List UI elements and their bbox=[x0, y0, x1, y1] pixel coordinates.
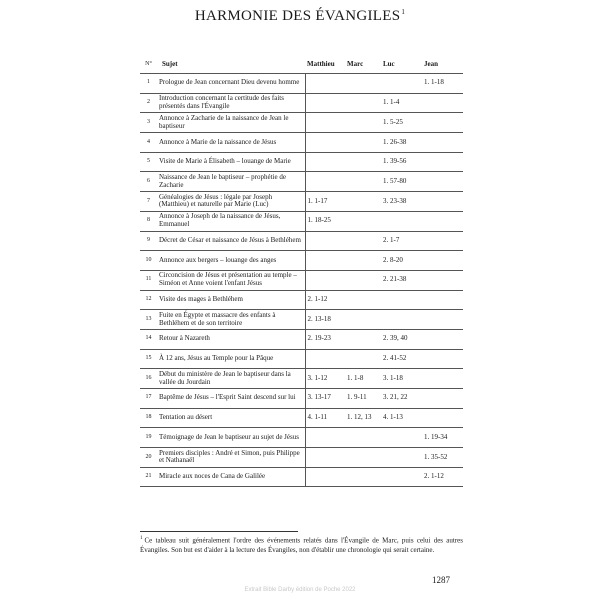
row-matthieu-ref bbox=[305, 270, 345, 290]
row-number: 14 bbox=[140, 329, 157, 349]
row-number: 8 bbox=[140, 211, 157, 231]
title-text: HARMONIE DES ÉVANGILES bbox=[194, 8, 401, 24]
header-jean: Jean bbox=[422, 57, 463, 74]
row-jean-ref: 2. 1-12 bbox=[422, 467, 463, 487]
row-jean-ref bbox=[422, 270, 463, 290]
row-marc-ref bbox=[345, 152, 381, 172]
row-number: 19 bbox=[140, 428, 157, 448]
row-number: 20 bbox=[140, 448, 157, 468]
row-marc-ref bbox=[345, 310, 381, 330]
row-subject: À 12 ans, Jésus au Temple pour la Pâque bbox=[157, 349, 305, 369]
row-marc-ref bbox=[345, 448, 381, 468]
row-jean-ref bbox=[422, 172, 463, 192]
row-subject: Témoignage de Jean le baptiseur au sujet de Jésus bbox=[157, 428, 305, 448]
row-marc-ref bbox=[345, 74, 381, 94]
table-body bbox=[140, 74, 463, 487]
row-luc-ref bbox=[381, 211, 422, 231]
table-header-row bbox=[140, 57, 463, 74]
table-row bbox=[140, 93, 463, 113]
row-jean-ref: 1. 19-34 bbox=[422, 428, 463, 448]
row-subject: Décret de César et naissance de Jésus à Bethléhem bbox=[157, 231, 305, 251]
row-jean-ref bbox=[422, 192, 463, 212]
row-number: 7 bbox=[140, 192, 157, 212]
row-luc-ref: 2. 39, 40 bbox=[381, 329, 422, 349]
table-row bbox=[140, 113, 463, 133]
table-row bbox=[140, 369, 463, 389]
row-matthieu-ref bbox=[305, 133, 345, 153]
row-jean-ref bbox=[422, 93, 463, 113]
row-luc-ref: 1. 5-25 bbox=[381, 113, 422, 133]
table-row bbox=[140, 133, 463, 153]
row-subject: Baptême de Jésus – l'Esprit Saint descend sur lui bbox=[157, 389, 305, 409]
row-luc-ref: 3. 23-38 bbox=[381, 192, 422, 212]
table-row bbox=[140, 231, 463, 251]
row-marc-ref: 1. 12, 13 bbox=[345, 408, 381, 428]
row-matthieu-ref: 3. 13-17 bbox=[305, 389, 345, 409]
row-matthieu-ref bbox=[305, 349, 345, 369]
row-number: 12 bbox=[140, 290, 157, 310]
row-matthieu-ref bbox=[305, 172, 345, 192]
row-subject: Début du ministère de Jean le baptiseur dans la vallée du Jourdain bbox=[157, 369, 305, 389]
row-jean-ref bbox=[422, 251, 463, 271]
row-jean-ref: 1. 35-52 bbox=[422, 448, 463, 468]
table-row bbox=[140, 211, 463, 231]
header-luc: Luc bbox=[381, 57, 422, 74]
table-row bbox=[140, 270, 463, 290]
row-jean-ref bbox=[422, 113, 463, 133]
row-marc-ref bbox=[345, 251, 381, 271]
row-matthieu-ref: 2. 1-12 bbox=[305, 290, 345, 310]
table-row bbox=[140, 467, 463, 487]
row-matthieu-ref bbox=[305, 448, 345, 468]
row-subject: Généalogies de Jésus : légale par Joseph (Matthieu) et naturelle par Marie (Luc) bbox=[157, 192, 305, 212]
row-subject: Annonce à Joseph de la naissance de Jésus, Emmanuel bbox=[157, 211, 305, 231]
row-luc-ref: 1. 39-56 bbox=[381, 152, 422, 172]
row-number: 18 bbox=[140, 408, 157, 428]
row-subject: Fuite en Égypte et massacre des enfants à Bethléhem et de son territoire bbox=[157, 310, 305, 330]
row-subject: Naissance de Jean le baptiseur – prophétie de Zacharie bbox=[157, 172, 305, 192]
row-jean-ref bbox=[422, 408, 463, 428]
row-marc-ref bbox=[345, 172, 381, 192]
table-row bbox=[140, 152, 463, 172]
table-row bbox=[140, 172, 463, 192]
row-luc-ref bbox=[381, 467, 422, 487]
row-matthieu-ref bbox=[305, 113, 345, 133]
row-subject: Prologue de Jean concernant Dieu devenu homme bbox=[157, 74, 305, 94]
row-marc-ref bbox=[345, 270, 381, 290]
row-luc-ref: 1. 57-80 bbox=[381, 172, 422, 192]
row-marc-ref bbox=[345, 329, 381, 349]
row-jean-ref bbox=[422, 211, 463, 231]
row-luc-ref: 1. 26-38 bbox=[381, 133, 422, 153]
row-luc-ref: 3. 21, 22 bbox=[381, 389, 422, 409]
footnote-text: Ce tableau suit généralement l'ordre des événements relatés dans l'Évangile de Marc, puis celui des autres Évangiles. Son but est d'aider à la lecture des Évangiles, non d'établir une chronologie qui serait certaine. bbox=[140, 536, 463, 555]
row-luc-ref: 3. 1-18 bbox=[381, 369, 422, 389]
row-subject: Premiers disciples : André et Simon, puis Philippe et Nathanaël bbox=[157, 448, 305, 468]
row-luc-ref: 1. 1-4 bbox=[381, 93, 422, 113]
table-row bbox=[140, 428, 463, 448]
row-jean-ref bbox=[422, 152, 463, 172]
harmony-table bbox=[140, 57, 463, 487]
row-number: 4 bbox=[140, 133, 157, 153]
row-marc-ref bbox=[345, 192, 381, 212]
row-luc-ref bbox=[381, 290, 422, 310]
row-jean-ref bbox=[422, 389, 463, 409]
title-footnote-mark: 1 bbox=[401, 8, 406, 16]
row-number: 5 bbox=[140, 152, 157, 172]
row-number: 9 bbox=[140, 231, 157, 251]
header-marc: Marc bbox=[345, 57, 381, 74]
row-number: 13 bbox=[140, 310, 157, 330]
row-marc-ref bbox=[345, 211, 381, 231]
row-marc-ref bbox=[345, 467, 381, 487]
row-jean-ref bbox=[422, 310, 463, 330]
row-marc-ref bbox=[345, 113, 381, 133]
row-matthieu-ref bbox=[305, 251, 345, 271]
row-number: 17 bbox=[140, 389, 157, 409]
row-number: 3 bbox=[140, 113, 157, 133]
row-jean-ref bbox=[422, 290, 463, 310]
row-number: 1 bbox=[140, 74, 157, 94]
row-marc-ref bbox=[345, 133, 381, 153]
row-marc-ref bbox=[345, 428, 381, 448]
row-matthieu-ref: 1. 1-17 bbox=[305, 192, 345, 212]
row-jean-ref bbox=[422, 369, 463, 389]
table-row bbox=[140, 290, 463, 310]
row-marc-ref: 1. 9-11 bbox=[345, 389, 381, 409]
row-jean-ref bbox=[422, 231, 463, 251]
row-marc-ref bbox=[345, 290, 381, 310]
table-row bbox=[140, 251, 463, 271]
row-subject: Miracle aux noces de Cana de Galilée bbox=[157, 467, 305, 487]
table-row bbox=[140, 192, 463, 212]
row-matthieu-ref: 2. 13-18 bbox=[305, 310, 345, 330]
header-subject: Sujet bbox=[157, 57, 305, 74]
table-row bbox=[140, 389, 463, 409]
footnote bbox=[140, 534, 463, 555]
row-subject: Visite de Marie à Élisabeth – louange de Marie bbox=[157, 152, 305, 172]
row-matthieu-ref bbox=[305, 231, 345, 251]
table-row bbox=[140, 74, 463, 94]
footnote-mark: 1 bbox=[140, 536, 143, 541]
row-luc-ref: 2. 1-7 bbox=[381, 231, 422, 251]
row-subject: Annonce à Zacharie de la naissance de Jean le baptiseur bbox=[157, 113, 305, 133]
row-matthieu-ref: 2. 19-23 bbox=[305, 329, 345, 349]
header-matthieu: Matthieu bbox=[305, 57, 345, 74]
row-subject: Annonce à Marie de la naissance de Jésus bbox=[157, 133, 305, 153]
row-luc-ref bbox=[381, 74, 422, 94]
row-subject: Circoncision de Jésus et présentation au temple – Siméon et Anne voient l'enfant Jésus bbox=[157, 270, 305, 290]
row-matthieu-ref: 1. 18-25 bbox=[305, 211, 345, 231]
row-jean-ref bbox=[422, 349, 463, 369]
table-row bbox=[140, 310, 463, 330]
row-number: 2 bbox=[140, 93, 157, 113]
row-matthieu-ref bbox=[305, 467, 345, 487]
row-luc-ref: 2. 8-20 bbox=[381, 251, 422, 271]
row-luc-ref: 4. 1-13 bbox=[381, 408, 422, 428]
row-subject: Introduction concernant la certitude des faits présentés dans l'Évangile bbox=[157, 93, 305, 113]
row-matthieu-ref bbox=[305, 152, 345, 172]
row-number: 16 bbox=[140, 369, 157, 389]
row-marc-ref bbox=[345, 93, 381, 113]
row-subject: Retour à Nazareth bbox=[157, 329, 305, 349]
row-matthieu-ref: 3. 1-12 bbox=[305, 369, 345, 389]
row-number: 15 bbox=[140, 349, 157, 369]
row-marc-ref bbox=[345, 349, 381, 369]
row-matthieu-ref: 4. 1-11 bbox=[305, 408, 345, 428]
row-jean-ref bbox=[422, 329, 463, 349]
row-luc-ref: 2. 41-52 bbox=[381, 349, 422, 369]
row-subject: Tentation au désert bbox=[157, 408, 305, 428]
row-number: 10 bbox=[140, 251, 157, 271]
row-subject: Annonce aux bergers – louange des anges bbox=[157, 251, 305, 271]
row-number: 6 bbox=[140, 172, 157, 192]
row-matthieu-ref bbox=[305, 428, 345, 448]
row-luc-ref: 2. 21-38 bbox=[381, 270, 422, 290]
row-luc-ref bbox=[381, 448, 422, 468]
page-title bbox=[0, 8, 600, 25]
row-subject: Visite des mages à Bethléhem bbox=[157, 290, 305, 310]
row-jean-ref bbox=[422, 133, 463, 153]
table-row bbox=[140, 408, 463, 428]
table-row bbox=[140, 448, 463, 468]
footnote-rule bbox=[140, 531, 298, 532]
watermark: Extrait Bible Darby édition de Poche 2022 bbox=[244, 587, 356, 593]
row-matthieu-ref bbox=[305, 93, 345, 113]
page-number: 1287 bbox=[432, 575, 450, 585]
row-number: 21 bbox=[140, 467, 157, 487]
row-marc-ref bbox=[345, 231, 381, 251]
row-luc-ref bbox=[381, 310, 422, 330]
table-row bbox=[140, 349, 463, 369]
row-jean-ref: 1. 1-18 bbox=[422, 74, 463, 94]
row-marc-ref: 1. 1-8 bbox=[345, 369, 381, 389]
table-row bbox=[140, 329, 463, 349]
header-num: N° bbox=[140, 57, 157, 74]
row-luc-ref bbox=[381, 428, 422, 448]
row-matthieu-ref bbox=[305, 74, 345, 94]
row-number: 11 bbox=[140, 270, 157, 290]
